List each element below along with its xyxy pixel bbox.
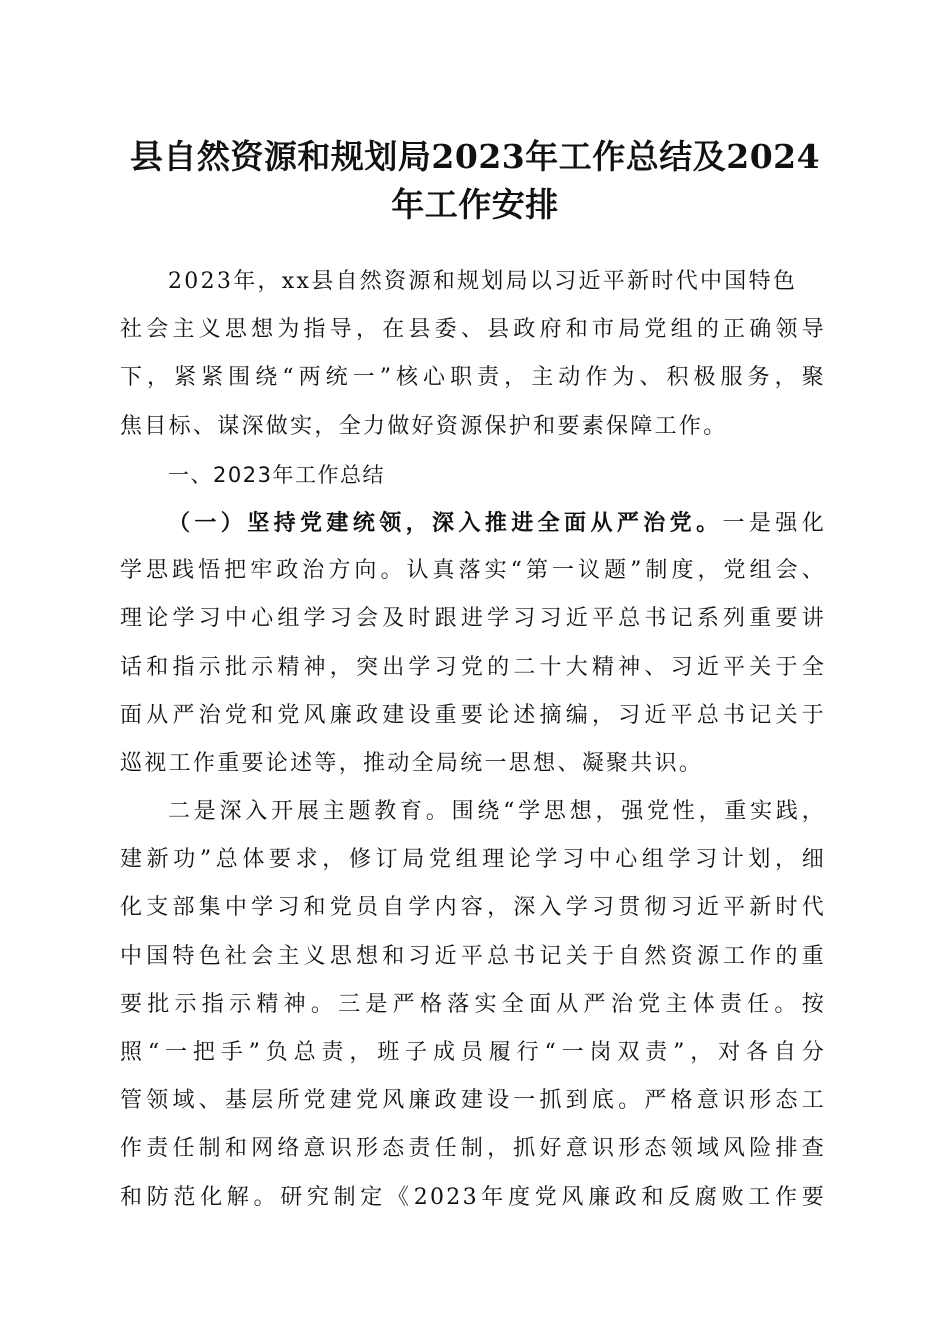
paragraph-line: 照“一把手”负总责，班子成员履行“一岗双责”，对各自分 [120,1040,826,1065]
paragraph-line: 化支部集中学习和党员自学内容，深入学习贯彻习近平新时代 [120,895,826,921]
document-title [100,133,850,229]
title-line-2: 年工作安排 [391,185,559,224]
paragraph-line: 管领域、基层所党建党风廉政建设一抓到底。严格意识形态工 [120,1088,826,1114]
paragraph-line: 社会主义思想为指导，在县委、县政府和市局党组的正确领导 [120,317,826,343]
paragraph-line: 面从严治党和党风廉政建设重要论述摘编，习近平总书记关于 [120,702,826,728]
paragraph-line: 和防范化解。研究制定《2023年度党风廉政和反腐败工作要 [120,1184,826,1210]
subsection-heading: （一）坚持党建统领，深入推进全面从严治党。 [168,509,723,536]
paragraph-line: 焦目标、谋深做实，全力做好资源保护和要素保障工作。 [120,413,728,439]
paragraph-line: 巡视工作重要论述等，推动全局统一思想、凝聚共识。 [120,750,704,776]
paragraph-line: 作责任制和网络意识形态责任制，抓好意识形态领域风险排查 [120,1136,826,1162]
paragraph-text: 围绕“学思想，强党性，重实践， [451,799,826,825]
paragraph-line: 理论学习中心组学习会及时跟进学习习近平总书记系列重要讲 [120,606,826,632]
document-body [120,258,826,1222]
title-line-1: 县自然资源和规划局2023年工作总结及2024 [129,137,821,176]
paragraph-line: 2023年，xx县自然资源和规划局以习近平新时代中国特色 [168,269,798,294]
paragraph-line: 中国特色社会主义思想和习近平总书记关于自然资源工作的重 [120,943,826,969]
paragraph-text: 二是深入开展主题教育。 [168,799,452,825]
paragraph-line: 下，紧紧围绕“两统一”核心职责，主动作为、积极服务，聚 [120,365,826,391]
paragraph-line: 建新功”总体要求，修订局党组理论学习中心组学习计划，细 [120,847,826,873]
paragraph-line: 话和指示批示精神，突出学习党的二十大精神、习近平关于全 [120,654,826,680]
paragraph-line [120,788,826,836]
paragraph-line [120,499,826,547]
paragraph-line: 学思践悟把牢政治方向。认真落实“第一议题”制度，党组会、 [120,558,826,584]
paragraph-line: 要批示指示精神。三是严格落实全面从严治党主体责任。按 [120,991,826,1017]
paragraph-text: 一是强化 [722,510,826,536]
section-heading: 一、2023年工作总结 [168,462,385,487]
